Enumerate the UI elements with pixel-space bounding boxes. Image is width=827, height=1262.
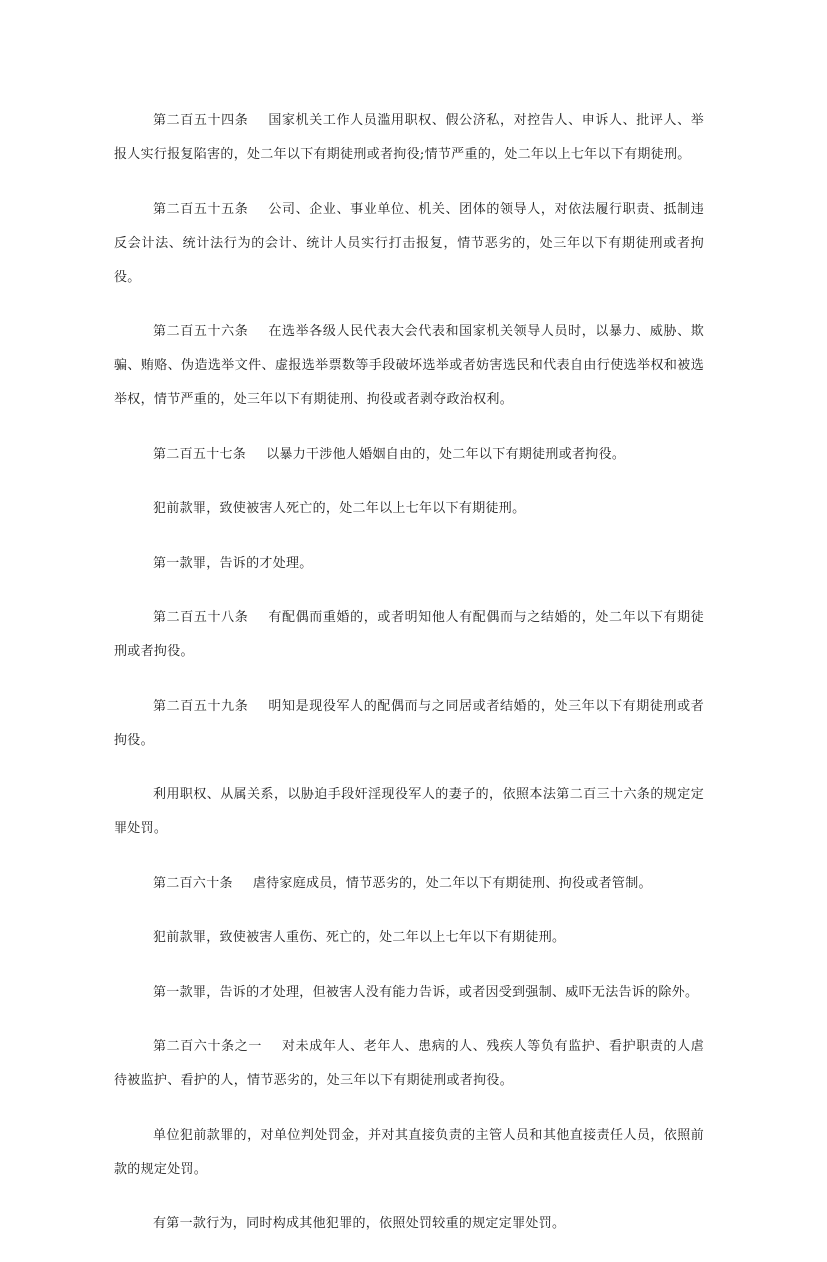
paragraph-text: 单位犯前款罪的，对单位判处罚金，并对其直接负责的主管人员和其他直接责任人员，依照前款的规定处罚。 xyxy=(114,1127,704,1177)
paragraph-text: 公司、企业、事业单位、机关、团体的领导人，对依法履行职责、抵制违反会计法、统计法行为的会计、统计人员实行打击报复，情节恶劣的，处三年以下有期徒刑或者拘役。 xyxy=(114,201,704,285)
paragraph-text: 有第一款行为，同时构成其他犯罪的，依照处罚较重的规定定罪处罚。 xyxy=(153,1216,566,1231)
paragraph xyxy=(114,1119,704,1187)
paragraph xyxy=(114,690,704,758)
article-number: 第二百五十六条 xyxy=(153,324,249,339)
paragraph xyxy=(114,315,704,417)
article-number: 第二百五十四条 xyxy=(153,113,249,128)
paragraph-text: 以暴力干涉他人婚姻自由的，处二年以下有期徒刑或者拘役。 xyxy=(266,446,626,462)
paragraph-text: 对未成年人、老年人、患病的人、残疾人等负有监护、看护职责的人虐待被监护、看护的人，情节恶劣的，处三年以下有期徒刑或者拘役。 xyxy=(114,1039,704,1088)
paragraph-text: 有配偶而重婚的，或者明知他人有配偶而与之结婚的，处二年以下有期徒刑或者拘役。 xyxy=(114,610,704,659)
paragraph xyxy=(114,492,704,526)
paragraph xyxy=(114,778,704,846)
paragraph xyxy=(114,1030,704,1098)
paragraph-text: 第一款罪，告诉的才处理，但被害人没有能力告诉，或者因受到强制、威吓无法告诉的除外。 xyxy=(153,984,699,1000)
paragraph xyxy=(114,601,704,669)
paragraph-text: 虐待家庭成员，情节恶劣的，处二年以下有期徒刑、拘役或者管制。 xyxy=(252,875,652,891)
document-page xyxy=(114,104,704,1262)
paragraph xyxy=(114,1207,704,1241)
paragraph xyxy=(114,104,704,172)
article-number: 第二百五十五条 xyxy=(153,201,249,217)
paragraph xyxy=(114,976,704,1010)
paragraph-text: 明知是现役军人的配偶而与之同居或者结婚的，处三年以下有期徒刑或者拘役。 xyxy=(114,698,704,748)
paragraph-text: 利用职权、从属关系，以胁迫手段奸淫现役军人的妻子的，依照本法第二百三十六条的规定定罪处罚。 xyxy=(114,787,704,836)
paragraph xyxy=(114,438,704,472)
paragraph xyxy=(114,193,704,295)
paragraph-text: 犯前款罪，致使被害人死亡的，处二年以上七年以下有期徒刑。 xyxy=(153,501,526,516)
article-number: 第二百六十条 xyxy=(153,875,233,891)
paragraph-text: 犯前款罪，致使被害人重伤、死亡的，处二年以上七年以下有期徒刑。 xyxy=(153,930,566,945)
article-number: 第二百五十七条 xyxy=(153,446,247,462)
paragraph-text: 国家机关工作人员滥用职权、假公济私，对控告人、申诉人、批评人、举报人实行报复陷害的，处二年以下有期徒刑或者拘役;情节严重的，处二年以上七年以下有期徒刑。 xyxy=(114,113,704,162)
paragraph xyxy=(114,547,704,581)
article-number: 第二百五十九条 xyxy=(153,698,249,714)
paragraph-text: 在选举各级人民代表大会代表和国家机关领导人员时，以暴力、威胁、欺骗、贿赂、伪造选举文件、虚报选举票数等手段破坏选举或者妨害选民和代表自由行使选举权和被选举权，情节严重的，处三年以下有期徒刑、拘役或者剥夺政治权利。 xyxy=(114,324,704,407)
article-number: 第二百六十条之一 xyxy=(153,1039,262,1054)
paragraph xyxy=(114,921,704,955)
paragraph-text: 第一款罪，告诉的才处理。 xyxy=(153,555,313,571)
article-number: 第二百五十八条 xyxy=(153,610,249,625)
paragraph xyxy=(114,867,704,901)
